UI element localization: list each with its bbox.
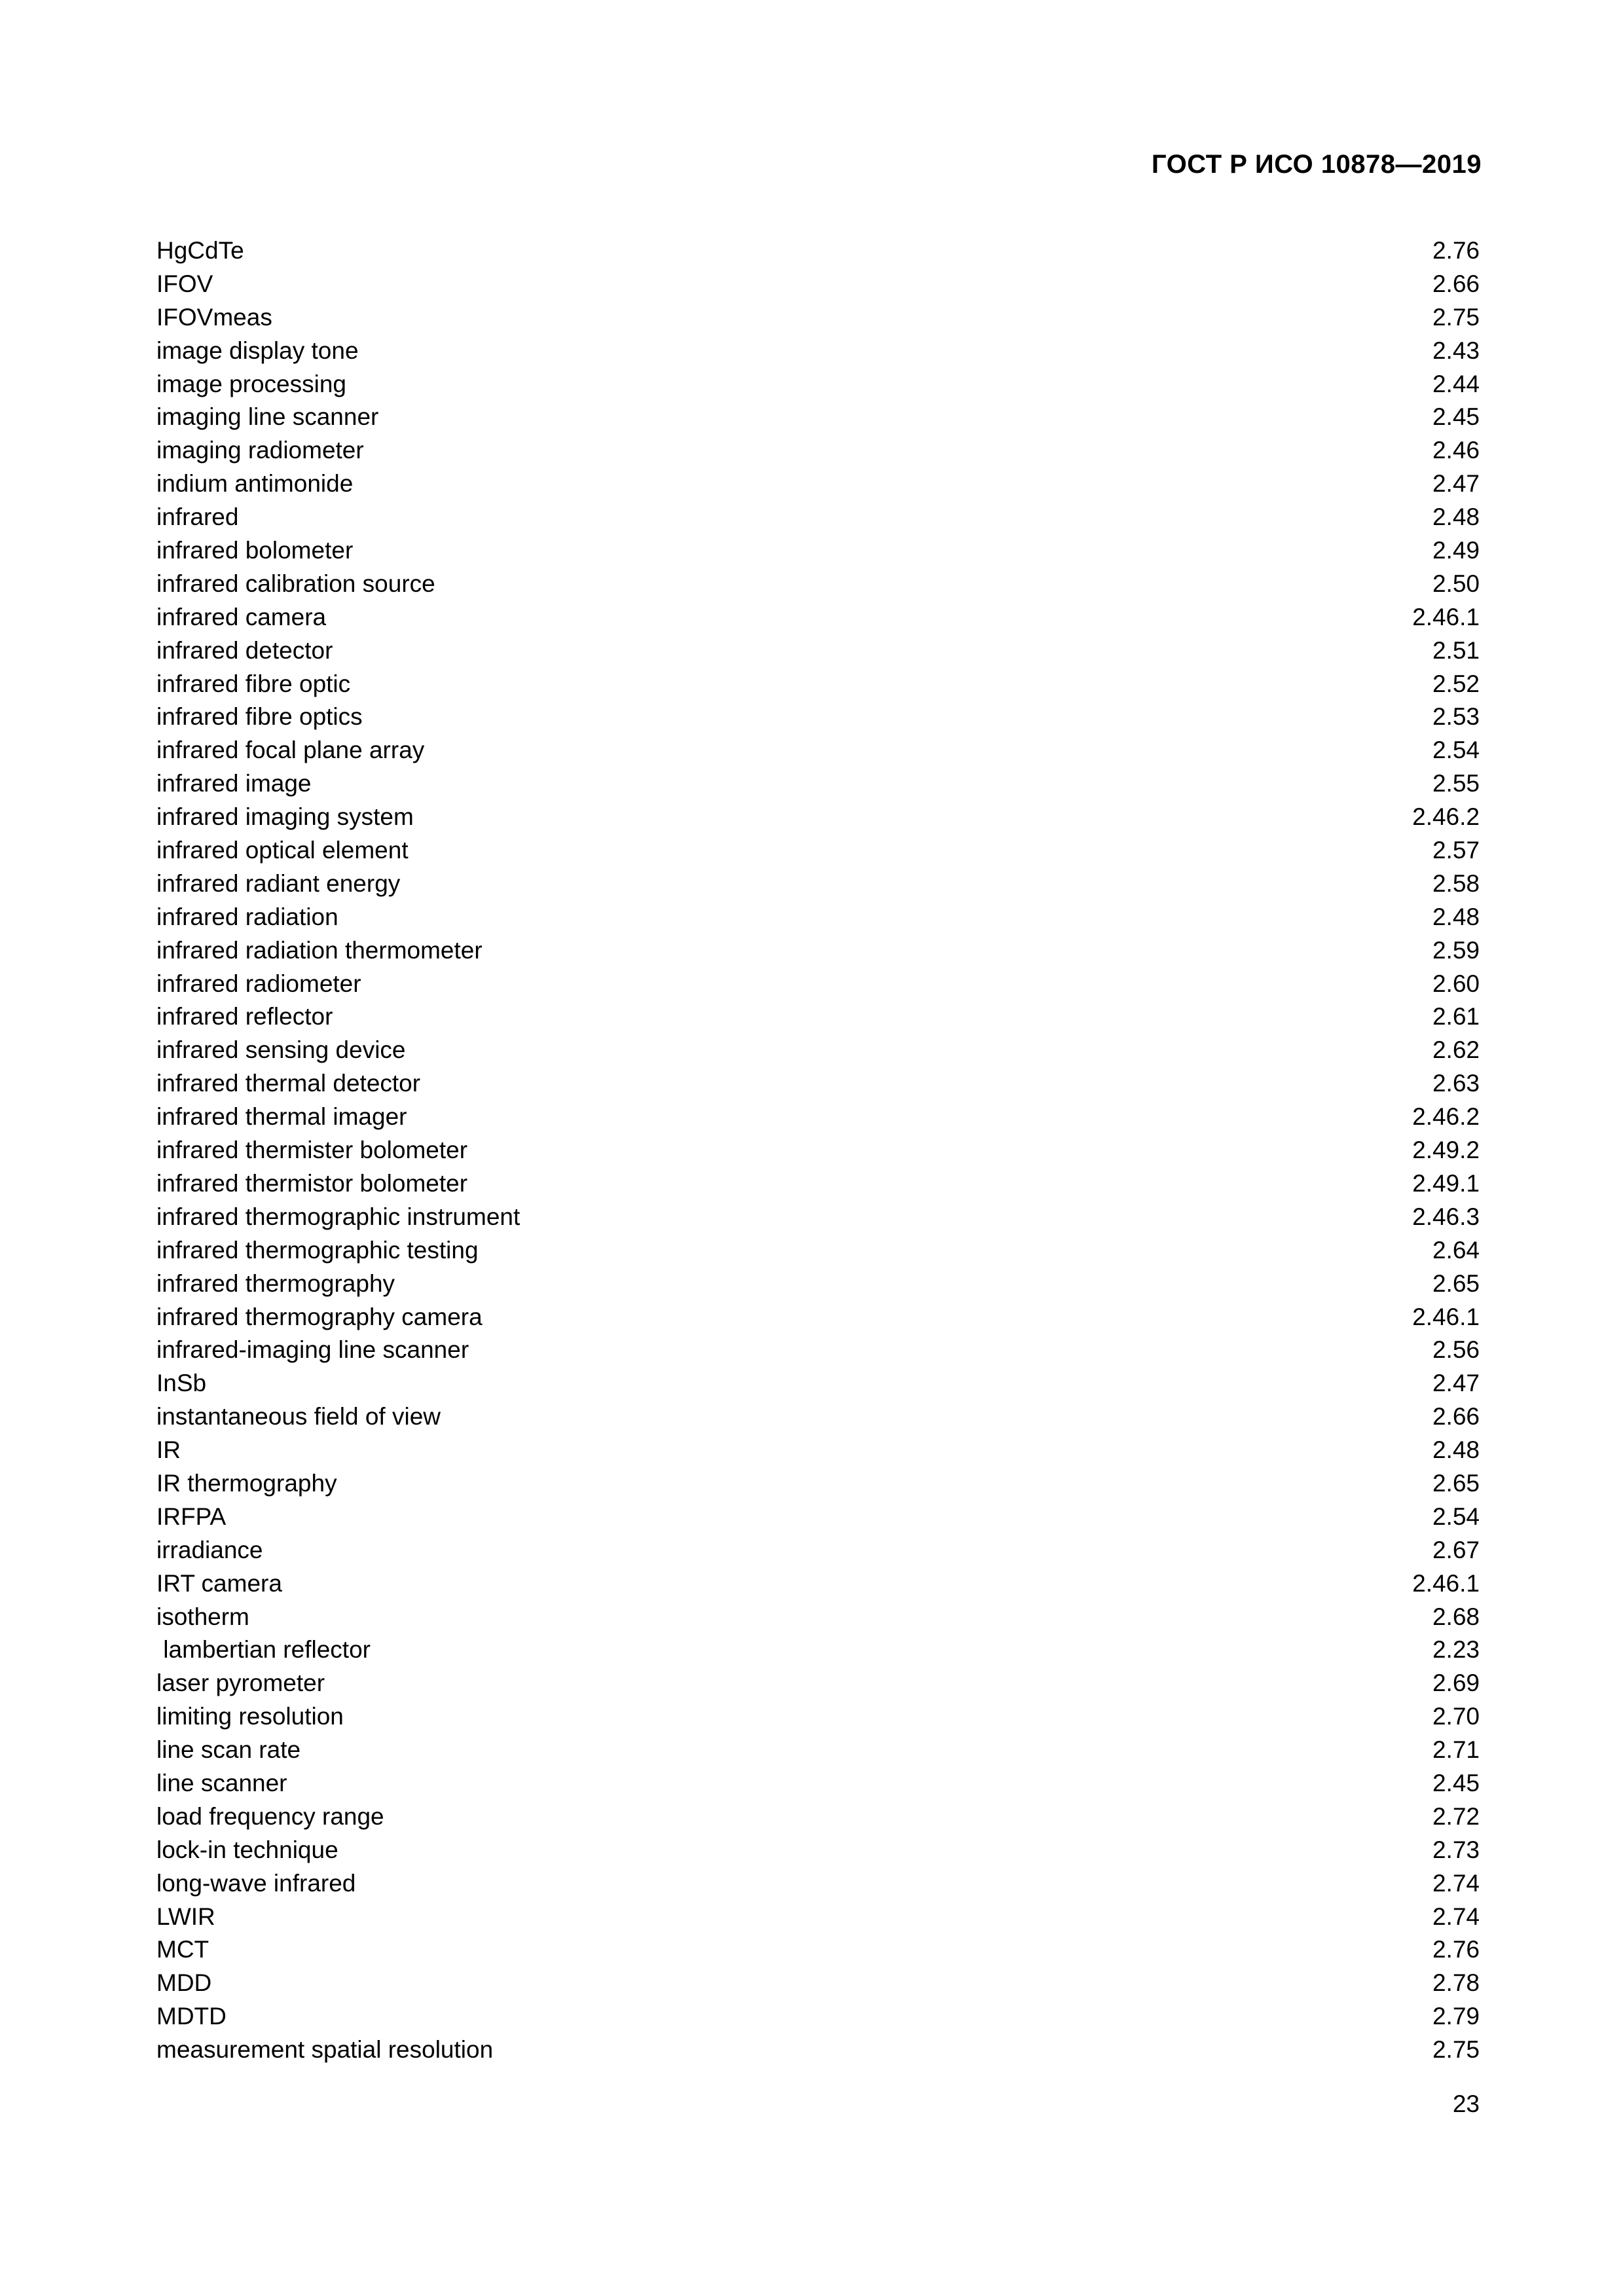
index-entry xyxy=(156,1800,1480,1834)
index-entry xyxy=(156,501,1480,534)
entry-reference-number: 2.54 xyxy=(1432,737,1480,764)
entry-reference-number: 2.49 xyxy=(1432,537,1480,564)
index-entry xyxy=(156,1933,1480,1967)
index-entry xyxy=(156,1467,1480,1501)
entry-term: isotherm xyxy=(156,1603,249,1630)
entry-reference-number: 2.49.2 xyxy=(1412,1137,1480,1164)
entry-reference-number: 2.46.1 xyxy=(1412,1303,1480,1330)
index-entry xyxy=(156,368,1480,401)
index-entry xyxy=(156,1067,1480,1101)
entry-term: imaging radiometer xyxy=(156,437,364,464)
index-entry xyxy=(156,1434,1480,1467)
entry-term: measurement spatial resolution xyxy=(156,2036,494,2064)
entry-term: IFOVmeas xyxy=(156,303,272,331)
entry-term: infrared calibration source xyxy=(156,570,435,597)
index-entry xyxy=(156,268,1480,301)
entry-reference-number: 2.75 xyxy=(1432,303,1480,331)
entry-reference-number: 2.78 xyxy=(1432,1969,1480,1997)
index-entry xyxy=(156,401,1480,434)
entry-term: infrared radiometer xyxy=(156,970,361,997)
entry-term: infrared camera xyxy=(156,603,327,630)
index-entry xyxy=(156,1834,1480,1867)
index-entry xyxy=(156,1700,1480,1734)
entry-term: infrared thermister bolometer xyxy=(156,1137,468,1164)
index-entry xyxy=(156,1000,1480,1034)
entry-term: infrared bolometer xyxy=(156,537,354,564)
index-entry xyxy=(156,1633,1480,1667)
index-entry xyxy=(156,534,1480,568)
index-entry xyxy=(156,1534,1480,1567)
entry-reference-number: 2.62 xyxy=(1432,1036,1480,1064)
entry-term: infrared thermography camera xyxy=(156,1303,483,1330)
index-entry xyxy=(156,601,1480,634)
entry-term: infrared radiation thermometer xyxy=(156,936,483,964)
index-entry xyxy=(156,1734,1480,1767)
entry-term: infrared detector xyxy=(156,636,333,664)
entry-reference-number: 2.74 xyxy=(1432,1903,1480,1930)
entry-reference-number: 2.71 xyxy=(1432,1736,1480,1764)
index-entry xyxy=(156,1400,1480,1434)
index-entry xyxy=(156,467,1480,501)
index-entry xyxy=(156,1334,1480,1367)
index-entry xyxy=(156,701,1480,734)
entry-reference-number: 2.76 xyxy=(1432,237,1480,264)
entry-term: IR thermography xyxy=(156,1469,337,1497)
entry-reference-number: 2.48 xyxy=(1432,903,1480,930)
entry-reference-number: 2.51 xyxy=(1432,636,1480,664)
entry-term: instantaneous field of view xyxy=(156,1403,441,1430)
entry-reference-number: 2.57 xyxy=(1432,837,1480,864)
index-entry xyxy=(156,2000,1480,2033)
entry-reference-number: 2.23 xyxy=(1432,1636,1480,1664)
index-entry xyxy=(156,1667,1480,1700)
index-entry xyxy=(156,734,1480,767)
entry-term: IRFPA xyxy=(156,1503,227,1530)
entry-reference-number: 2.46.1 xyxy=(1412,1569,1480,1597)
index-entry xyxy=(156,934,1480,968)
entry-reference-number: 2.46.2 xyxy=(1412,1103,1480,1131)
entry-reference-number: 2.46.2 xyxy=(1412,803,1480,831)
entry-term: infrared radiant energy xyxy=(156,869,401,897)
entry-reference-number: 2.49.1 xyxy=(1412,1169,1480,1197)
index-entry xyxy=(156,834,1480,867)
entry-term: infrared focal plane array xyxy=(156,737,425,764)
entry-term: MDD xyxy=(156,1969,212,1997)
entry-reference-number: 2.53 xyxy=(1432,703,1480,731)
index-entry xyxy=(156,1267,1480,1301)
index-entry xyxy=(156,301,1480,335)
entry-reference-number: 2.60 xyxy=(1432,970,1480,997)
entry-term: infrared optical element xyxy=(156,837,409,864)
entry-term: infrared thermography xyxy=(156,1269,395,1297)
entry-term: infrared fibre optics xyxy=(156,703,363,731)
entry-reference-number: 2.73 xyxy=(1432,1836,1480,1863)
entry-term: laser pyrometer xyxy=(156,1669,325,1697)
entry-reference-number: 2.50 xyxy=(1432,570,1480,597)
entry-term: HgCdTe xyxy=(156,237,244,264)
entry-term: infrared thermographic instrument xyxy=(156,1203,520,1230)
index-entry xyxy=(156,1567,1480,1601)
entry-term: IFOV xyxy=(156,270,213,297)
entry-term: infrared imaging system xyxy=(156,803,414,831)
entry-term: imaging line scanner xyxy=(156,403,379,431)
index-entry xyxy=(156,634,1480,668)
index-entry xyxy=(156,1034,1480,1067)
entry-term: MDTD xyxy=(156,2003,227,2030)
entry-term: IR xyxy=(156,1436,181,1464)
entry-term: infrared reflector xyxy=(156,1003,333,1030)
entry-term: load frequency range xyxy=(156,1802,384,1830)
index-entry xyxy=(156,968,1480,1001)
entry-term: limiting resolution xyxy=(156,1703,344,1730)
entry-term: infrared-imaging line scanner xyxy=(156,1336,469,1364)
entry-reference-number: 2.69 xyxy=(1432,1669,1480,1697)
entry-term: infrared xyxy=(156,503,239,531)
entry-reference-number: 2.66 xyxy=(1432,270,1480,297)
entry-term: infrared sensing device xyxy=(156,1036,406,1064)
entry-reference-number: 2.70 xyxy=(1432,1703,1480,1730)
entry-term: line scanner xyxy=(156,1769,287,1796)
index-entry xyxy=(156,1301,1480,1334)
index-entry xyxy=(156,1101,1480,1134)
entry-term: InSb xyxy=(156,1370,207,1397)
standard-header: ГОСТ Р ИСО 10878—2019 xyxy=(1151,150,1482,179)
index-entry xyxy=(156,901,1480,934)
entry-term: long-wave infrared xyxy=(156,1869,356,1897)
entry-term: line scan rate xyxy=(156,1736,301,1764)
entry-reference-number: 2.72 xyxy=(1432,1802,1480,1830)
entry-term: image display tone xyxy=(156,337,359,364)
entry-reference-number: 2.56 xyxy=(1432,1336,1480,1364)
page-number: 23 xyxy=(1452,2090,1480,2117)
index-entry xyxy=(156,1867,1480,1901)
index-entry xyxy=(156,1201,1480,1234)
index-entry xyxy=(156,668,1480,701)
entry-reference-number: 2.75 xyxy=(1432,2036,1480,2064)
entry-reference-number: 2.76 xyxy=(1432,1936,1480,1963)
entry-reference-number: 2.66 xyxy=(1432,1403,1480,1430)
entry-reference-number: 2.45 xyxy=(1432,403,1480,431)
entry-reference-number: 2.54 xyxy=(1432,1503,1480,1530)
entry-reference-number: 2.68 xyxy=(1432,1603,1480,1630)
index-entry xyxy=(156,1967,1480,2000)
index-entry xyxy=(156,867,1480,901)
index-entry xyxy=(156,568,1480,601)
term-index-list xyxy=(156,234,1480,2067)
entry-term: image processing xyxy=(156,370,346,397)
entry-reference-number: 2.59 xyxy=(1432,936,1480,964)
entry-reference-number: 2.46 xyxy=(1432,437,1480,464)
entry-reference-number: 2.46.3 xyxy=(1412,1203,1480,1230)
index-entry xyxy=(156,1901,1480,1934)
index-entry xyxy=(156,1501,1480,1534)
index-entry xyxy=(156,767,1480,801)
entry-term: infrared fibre optic xyxy=(156,670,351,697)
entry-reference-number: 2.65 xyxy=(1432,1269,1480,1297)
entry-reference-number: 2.47 xyxy=(1432,1370,1480,1397)
index-entry xyxy=(156,434,1480,467)
index-entry xyxy=(156,1234,1480,1267)
entry-reference-number: 2.58 xyxy=(1432,869,1480,897)
index-entry xyxy=(156,1767,1480,1800)
index-entry xyxy=(156,2033,1480,2067)
entry-reference-number: 2.44 xyxy=(1432,370,1480,397)
index-entry xyxy=(156,801,1480,834)
entry-term: irradiance xyxy=(156,1536,263,1563)
entry-term: infrared thermographic testing xyxy=(156,1236,479,1264)
entry-reference-number: 2.63 xyxy=(1432,1070,1480,1097)
entry-reference-number: 2.43 xyxy=(1432,337,1480,364)
entry-term: LWIR xyxy=(156,1903,215,1930)
entry-reference-number: 2.65 xyxy=(1432,1469,1480,1497)
entry-reference-number: 2.64 xyxy=(1432,1236,1480,1264)
entry-term: indium antimonide xyxy=(156,470,354,498)
index-entry xyxy=(156,335,1480,368)
entry-term: lock-in technique xyxy=(156,1836,338,1863)
entry-term: lambertian reflector xyxy=(156,1636,371,1664)
entry-reference-number: 2.61 xyxy=(1432,1003,1480,1030)
entry-term: IRT camera xyxy=(156,1569,282,1597)
entry-reference-number: 2.67 xyxy=(1432,1536,1480,1563)
entry-reference-number: 2.47 xyxy=(1432,470,1480,498)
entry-term: MCT xyxy=(156,1936,210,1963)
index-entry xyxy=(156,1601,1480,1634)
entry-term: infrared radiation xyxy=(156,903,338,930)
entry-reference-number: 2.46.1 xyxy=(1412,603,1480,630)
index-entry xyxy=(156,1167,1480,1201)
entry-term: infrared image xyxy=(156,770,312,797)
entry-reference-number: 2.55 xyxy=(1432,770,1480,797)
entry-term: infrared thermal detector xyxy=(156,1070,421,1097)
entry-reference-number: 2.52 xyxy=(1432,670,1480,697)
entry-reference-number: 2.79 xyxy=(1432,2003,1480,2030)
entry-term: infrared thermal imager xyxy=(156,1103,407,1131)
entry-reference-number: 2.48 xyxy=(1432,503,1480,531)
entry-term: infrared thermistor bolometer xyxy=(156,1169,468,1197)
entry-reference-number: 2.45 xyxy=(1432,1769,1480,1796)
entry-reference-number: 2.48 xyxy=(1432,1436,1480,1464)
entry-reference-number: 2.74 xyxy=(1432,1869,1480,1897)
index-entry xyxy=(156,234,1480,268)
index-entry xyxy=(156,1367,1480,1400)
index-entry xyxy=(156,1134,1480,1167)
